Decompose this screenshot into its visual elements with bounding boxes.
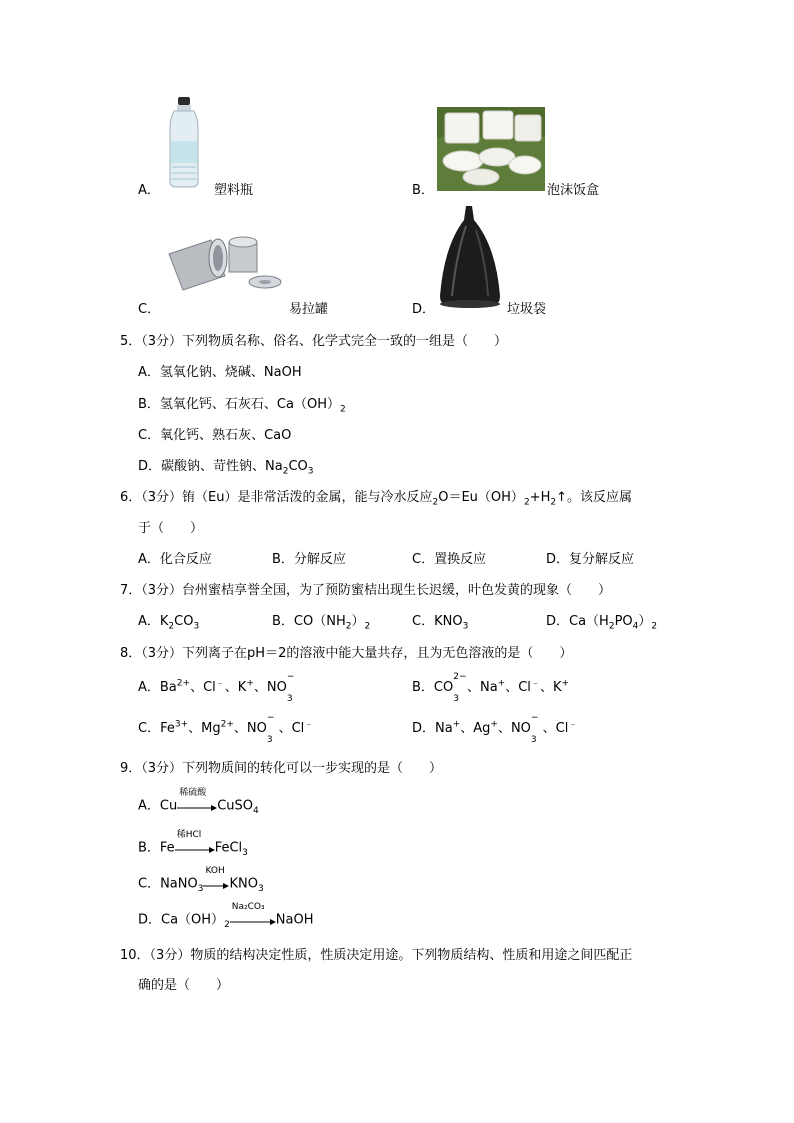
q5-option-c: C．氧化钙、熟石灰、CaO [138, 428, 292, 443]
reaction-arrow: 稀HCl [175, 841, 215, 855]
plastic-bottle-image [164, 97, 204, 189]
q6-option-c: C．置换反应 [412, 552, 487, 567]
reaction-arrow: Na₂CO₃ [230, 913, 276, 927]
q8-option-a: A．$Ba^{2+}$、Cl﹣、K+、NO − $_3$ [138, 672, 295, 704]
foam-lunchbox-image [437, 107, 545, 191]
reaction-arrow: KOH [203, 877, 229, 891]
option-4a-label: 塑料瓶 [214, 183, 254, 198]
q9-stem: 9．（3分）下列物质间的转化可以一步实现的是（ ） [120, 761, 443, 776]
q6-option-b: B．分解反应 [272, 552, 346, 567]
option-4d-label: 垃圾袋 [507, 302, 547, 317]
q6-stem-line2: 于（ ） [138, 521, 204, 536]
q9-option-c: C．NaNO$_3$ KOH $KNO_3$ [138, 866, 264, 895]
garbage-bag-image [436, 206, 504, 310]
q8-option-b: B．CO 2− $_3$、Na+、Cl﹣、K+ [412, 672, 570, 704]
q9-option-d: D．$Ca(OH)_2$ Na₂CO₃ NaOH [138, 902, 314, 931]
q9-option-a: A．Cu 稀硫酸 CuSO$_4$ [138, 788, 259, 817]
reaction-arrow: 稀硫酸 [177, 799, 217, 813]
q7-option-a: A．$K_2CO_3$ [138, 614, 200, 632]
q7-option-b: B．$CO(NH_2)_2$ [272, 614, 371, 632]
q7-option-c: C．$KNO_3$ [412, 614, 469, 632]
q9-option-b: B．Fe 稀HCl FeCl$_3$ [138, 830, 248, 859]
q10-stem-line2: 确的是（ ） [138, 978, 230, 993]
q5-stem: 5．（3分）下列物质名称、俗名、化学式完全一致的一组是（ ） [120, 334, 508, 349]
q8-option-d: D．Na+、Ag+、NO − $_3$、Cl﹣ [412, 713, 578, 745]
option-4d-letter: D． [412, 302, 436, 317]
q8-option-c: C．$Fe^{3+}$、$Mg^{2+}$、NO − $_3$、Cl﹣ [138, 713, 314, 745]
tin-can-image [163, 236, 283, 294]
option-4c-label: 易拉罐 [289, 302, 329, 317]
q5-option-d: D．碳酸钠、苛性钠、$Na_2CO_3$ [138, 459, 314, 477]
q7-stem: 7．（3分）台州蜜桔享誉全国，为了预防蜜桔出现生长迟缓，叶色发黄的现象（ ） [120, 583, 612, 598]
q5-option-b: B．氢氧化钙、石灰石、$Ca(OH)_2$ [138, 397, 346, 415]
q6-option-d: D．复分解反应 [546, 552, 635, 567]
q7-option-d: D．$Ca(H_2PO_4)_2$ [546, 614, 658, 632]
q6-stem-line1: 6．（3分）铕（Eu）是非常活泼的金属，能与冷水反应$_2O=Eu(OH)_2+H_2↑$。该反应属 [120, 490, 632, 508]
q10-stem-line1: 10．（3分）物质的结构决定性质，性质决定用途。下列物质结构、性质和用途之间匹配正 [120, 948, 633, 963]
option-4c-letter: C． [138, 302, 161, 317]
q6-option-a: A．化合反应 [138, 552, 212, 567]
option-4a-letter: A． [138, 183, 160, 198]
q5-option-a: A．氢氧化钠、烧碱、NaOH [138, 365, 302, 380]
option-4b-letter: B． [412, 183, 434, 198]
option-4b-label: 泡沫饭盒 [547, 183, 600, 198]
q8-stem: 8．（3分）下列离子在pH＝2的溶液中能大量共存，且为无色溶液的是（ ） [120, 646, 573, 661]
